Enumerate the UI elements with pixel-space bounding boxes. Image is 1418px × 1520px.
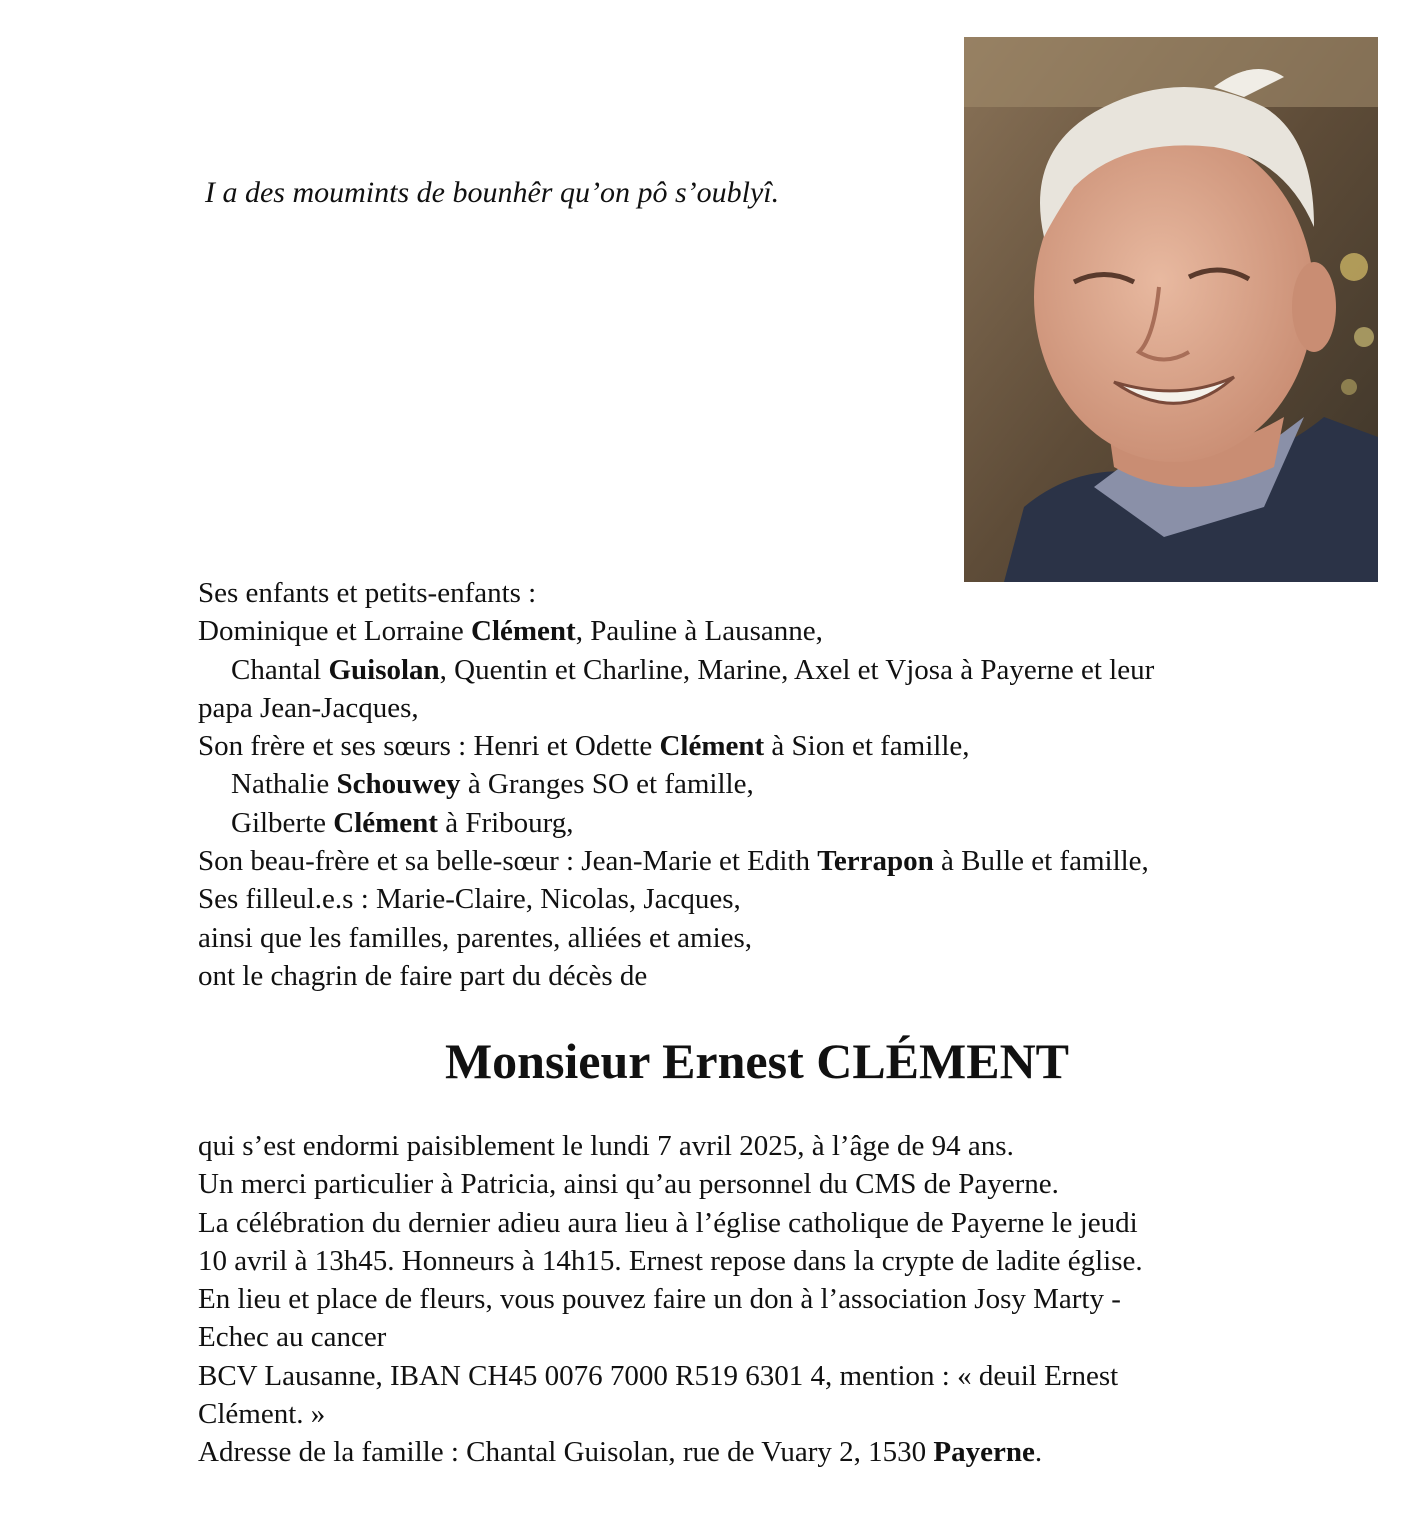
epigraph-quote: I a des moumints de bounhêr qu’on pô s’oublyî.: [205, 176, 780, 209]
surname: Clément: [333, 806, 438, 839]
family-line: papa Jean-Jacques,: [198, 691, 419, 724]
text-run: à Bulle et famille,: [933, 845, 1149, 878]
closing-line: Un merci particulier à Patricia, ainsi qu’au personnel du CMS de Payerne.: [198, 1168, 1059, 1201]
surname: Schouwey: [336, 768, 461, 801]
closing-line: La célébration du dernier adieu aura lieu à l’église catholique de Payerne le jeudi: [198, 1206, 1138, 1239]
closing-line: Clément. »: [198, 1398, 326, 1431]
portrait-illustration: [964, 37, 1378, 582]
family-address-line: [198, 1433, 1308, 1471]
closing-text: [198, 1127, 1308, 1472]
text-run: .: [1034, 1436, 1043, 1469]
surname: Clément: [471, 615, 576, 648]
text-run: à Fribourg,: [437, 806, 574, 839]
text-run: Son beau-frère et sa belle-sœur : Jean-Marie et Edith: [198, 845, 818, 878]
closing-line: qui s’est endormi paisiblement le lundi 7 avril 2025, à l’âge de 94 ans.: [198, 1130, 1014, 1162]
closing-line: 10 avril à 13h45. Honneurs à 14h15. Ernest repose dans la crypte de ladite église.: [198, 1244, 1143, 1277]
text-run: Adresse de la famille : Chantal Guisolan, rue de Vuary 2, 1530: [198, 1436, 934, 1469]
family-line: ainsi que les familles, parentes, alliées et amies,: [198, 921, 753, 954]
family-line: ont le chagrin de faire part du décès de: [198, 959, 648, 992]
surname: Guisolan: [328, 653, 440, 686]
closing-line: En lieu et place de fleurs, vous pouvez faire un don à l’association Josy Marty -: [198, 1283, 1121, 1316]
text-run: Son frère et ses sœurs : Henri et Odette: [198, 730, 660, 763]
text-run: Chantal: [231, 653, 329, 686]
text-run: à Granges SO et famille,: [460, 768, 754, 801]
family-line: [198, 804, 1308, 842]
text-run: , Quentin et Charline, Marine, Axel et Vjosa à Payerne et leur: [439, 653, 1155, 686]
family-line: Ses filleul.e.s : Marie-Claire, Nicolas, Jacques,: [198, 883, 741, 916]
family-line: [198, 842, 1308, 880]
text-run: à Sion et famille,: [764, 730, 970, 763]
closing-line: Echec au cancer: [198, 1321, 387, 1354]
family-line: [198, 765, 1308, 803]
town-name: Payerne: [933, 1436, 1035, 1469]
surname: Clément: [659, 730, 765, 763]
family-line: Ses enfants et petits-enfants :: [198, 577, 537, 609]
closing-line: BCV Lausanne, IBAN CH45 0076 7000 R519 6301 4, mention : « deuil Ernest: [198, 1359, 1119, 1392]
family-line: [198, 651, 1308, 689]
text-run: Nathalie: [231, 768, 337, 801]
text-run: Dominique et Lorraine: [198, 615, 471, 648]
text-run: Gilberte: [231, 806, 334, 839]
family-announcement: [198, 574, 1308, 995]
family-line: [198, 727, 1308, 765]
family-line: [198, 612, 1308, 650]
deceased-name: Monsieur Ernest CLÉMENT: [444, 1033, 1070, 1089]
surname: Terrapon: [817, 845, 934, 878]
text-run: , Pauline à Lausanne,: [575, 615, 823, 648]
portrait-photo: [964, 37, 1378, 582]
